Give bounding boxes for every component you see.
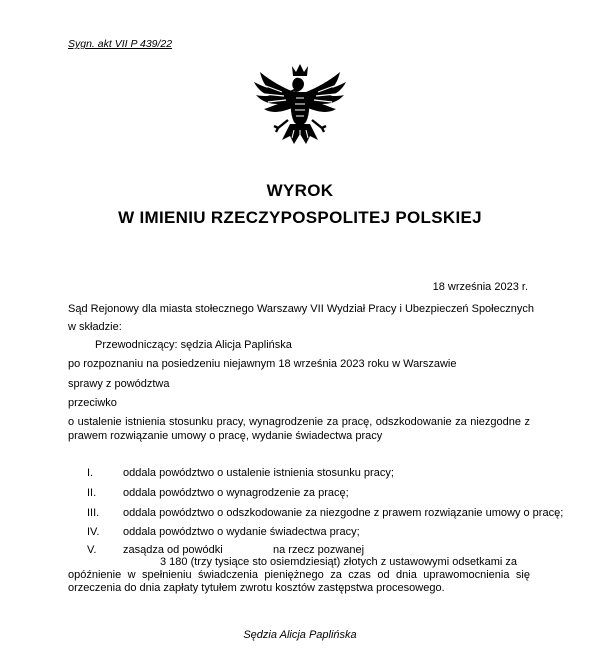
- ruling-number: V.: [87, 544, 97, 556]
- case-number: Sygn. akt VII P 439/22: [68, 38, 173, 50]
- ruling-v-defendant: na rzecz pozwanej: [273, 544, 365, 556]
- composition-label: w składzie:: [68, 321, 122, 333]
- ruling-v-amount: 3 180 (trzy tysiące sto osiemdziesiąt) złotych z ustawowymi odsetkami za: [160, 556, 518, 568]
- ruling-text: oddala powództwo o wydanie świadectwa pracy;: [123, 526, 360, 538]
- case-from: sprawy z powództwa: [68, 378, 170, 390]
- case-subject: o ustalenie istnienia stosunku pracy, wynagrodzenie za pracę, odszkodowanie za niezgodne z prawem rozwiązanie umowy o pracę, wydanie świadectwa pracy: [68, 416, 530, 442]
- ruling-v-details: opóźnienie w spełnieniu świadczenia pieniężnego za czas od dnia uprawomocnienia się orzeczenia do dnia zapłaty tytułem zwrotu kosztów zastępstwa procesowego.: [68, 569, 530, 594]
- ruling-text: oddala powództwo o odszkodowanie za niezgodne z prawem rozwiązanie umowy o pracę;: [123, 507, 564, 519]
- ruling-text: zasądza od powódki: [123, 544, 223, 556]
- judge-signature: Sędzia Alicja Paplińska: [243, 629, 357, 641]
- judgment-date: 18 września 2023 r.: [432, 281, 528, 293]
- ruling-text: oddala powództwo o ustalenie istnienia stosunku pracy;: [123, 467, 394, 479]
- ruling-number: IV.: [87, 526, 100, 538]
- presiding-judge: Przewodniczący: sędzia Alicja Paplińska: [95, 339, 292, 351]
- ruling-v-continuation: [68, 556, 530, 595]
- ruling-number: III.: [87, 507, 100, 519]
- judgment-subtitle: W IMIENIU RZECZYPOSPOLITEJ POLSKIEJ: [118, 208, 482, 227]
- ruling-text: oddala powództwo o wynagrodzenie za pracę;: [123, 487, 349, 499]
- polish-eagle-emblem-icon: [252, 62, 348, 150]
- court-name: Sąd Rejonowy dla miasta stołecznego Warszawy VII Wydział Pracy i Ubezpieczeń Społecznych: [68, 303, 534, 315]
- judgment-title: WYROK: [266, 181, 334, 200]
- ruling-number: II.: [87, 487, 97, 499]
- against-label: przeciwko: [68, 397, 117, 409]
- ruling-number: I.: [87, 467, 94, 479]
- hearing-info: po rozpoznaniu na posiedzeniu niejawnym 18 września 2023 roku w Warszawie: [68, 358, 457, 370]
